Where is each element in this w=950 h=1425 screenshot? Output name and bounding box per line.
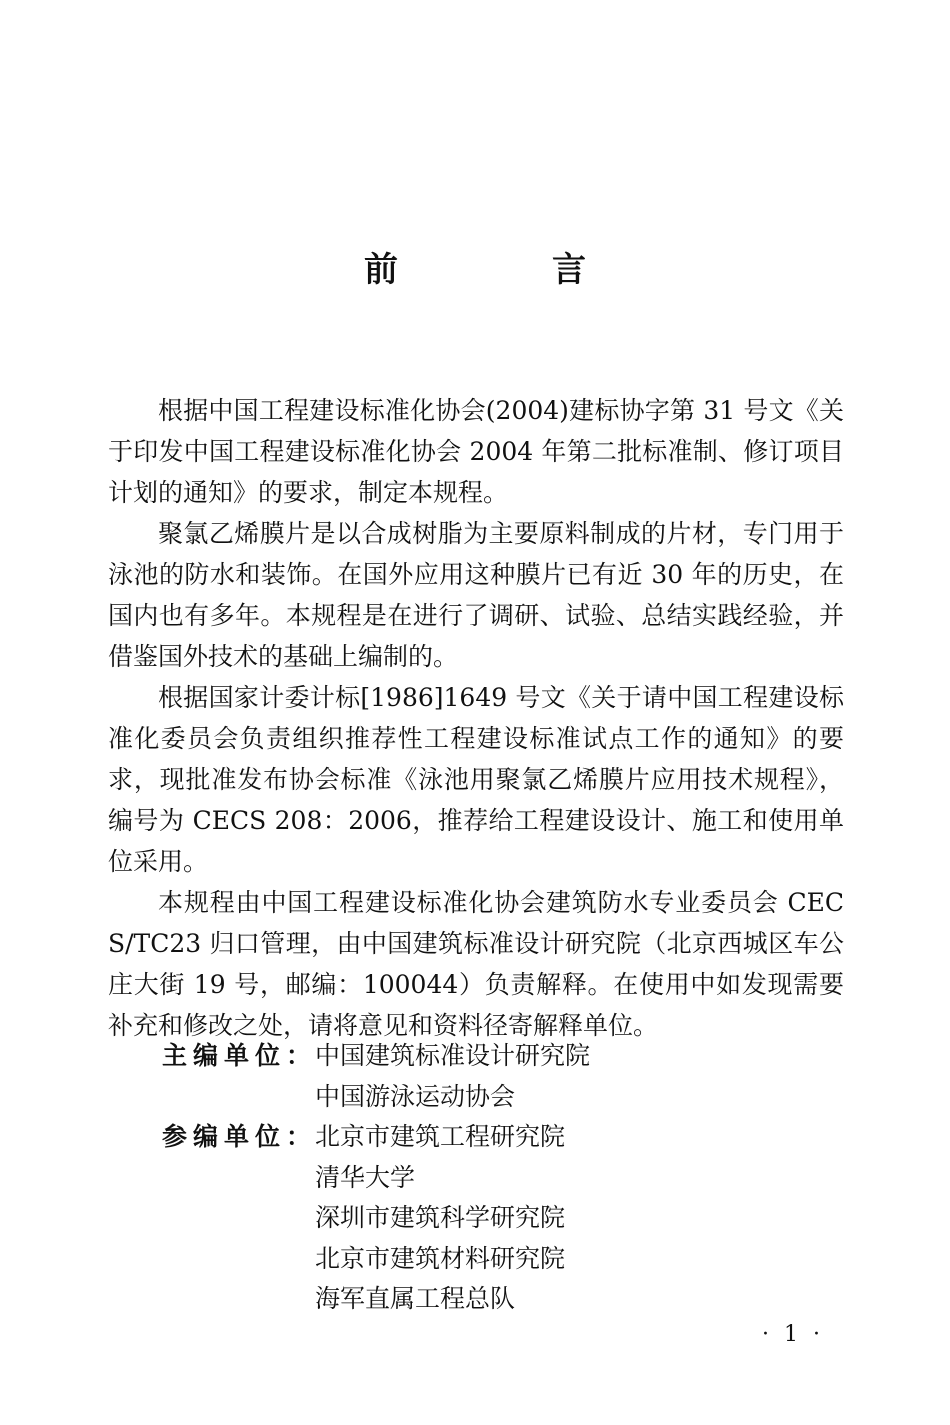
participating-unit-name: 北京市建筑工程研究院	[315, 1122, 566, 1151]
participating-unit-name: 深圳市建筑科学研究院	[315, 1203, 566, 1232]
preface-body	[108, 390, 844, 1046]
paragraph-basis: 根据中国工程建设标准化协会(2004)建标协字第 31 号文《关于印发中国工程建设标准化协会 2004 年第二批标准制、修订项目计划的通知》的要求，制定本规程。	[108, 396, 844, 507]
chief-editing-units	[162, 1036, 590, 1117]
participating-editing-units	[162, 1117, 590, 1320]
participating-unit-name: 清华大学	[315, 1162, 416, 1192]
paragraph-management: 本规程由中国工程建设标准化协会建筑防水专业委员会 CECS/TC23 归口管理，由中国建筑标准设计研究院（北京西城区车公庄大街 19 号，邮编：100044）负责解释。在使用中如发现需要补充和修改之处，请将意见和资料径寄解释单位。	[108, 888, 844, 1040]
chief-unit-name: 中国建筑标准设计研究院	[315, 1041, 591, 1070]
participating-unit-name: 北京市建筑材料研究院	[315, 1243, 566, 1273]
editing-units	[162, 1036, 590, 1320]
page-number: · 1 ·	[762, 1322, 824, 1347]
page-title: 前 言	[364, 250, 646, 290]
chief-units-list	[315, 1036, 590, 1117]
paragraph-pvc-membrane: 聚氯乙烯膜片是以合成树脂为主要原料制成的片材，专门用于泳池的防水和装饰。在国外应用这种膜片已有近 30 年的历史，在国内也有多年。本规程是在进行了调研、试验、总结实践经验，并借鉴国外技术的基础上编制的。	[108, 519, 844, 671]
participating-units-label: 参编单位：	[162, 1122, 318, 1151]
paragraph-approval: 根据国家计委计标[1986]1649 号文《关于请中国工程建设标准化委员会负责组织推荐性工程建设标准试点工作的通知》的要求，现批准发布协会标准《泳池用聚氯乙烯膜片应用技术规程》，编号为 CECS 208：2006，推荐给工程建设设计、施工和使用单位采用。	[108, 683, 844, 876]
participating-units-list	[315, 1117, 565, 1320]
chief-units-label: 主编单位：	[162, 1041, 318, 1070]
chief-unit-name: 中国游泳运动协会	[315, 1081, 516, 1111]
participating-unit-name: 海军直属工程总队	[315, 1284, 516, 1313]
